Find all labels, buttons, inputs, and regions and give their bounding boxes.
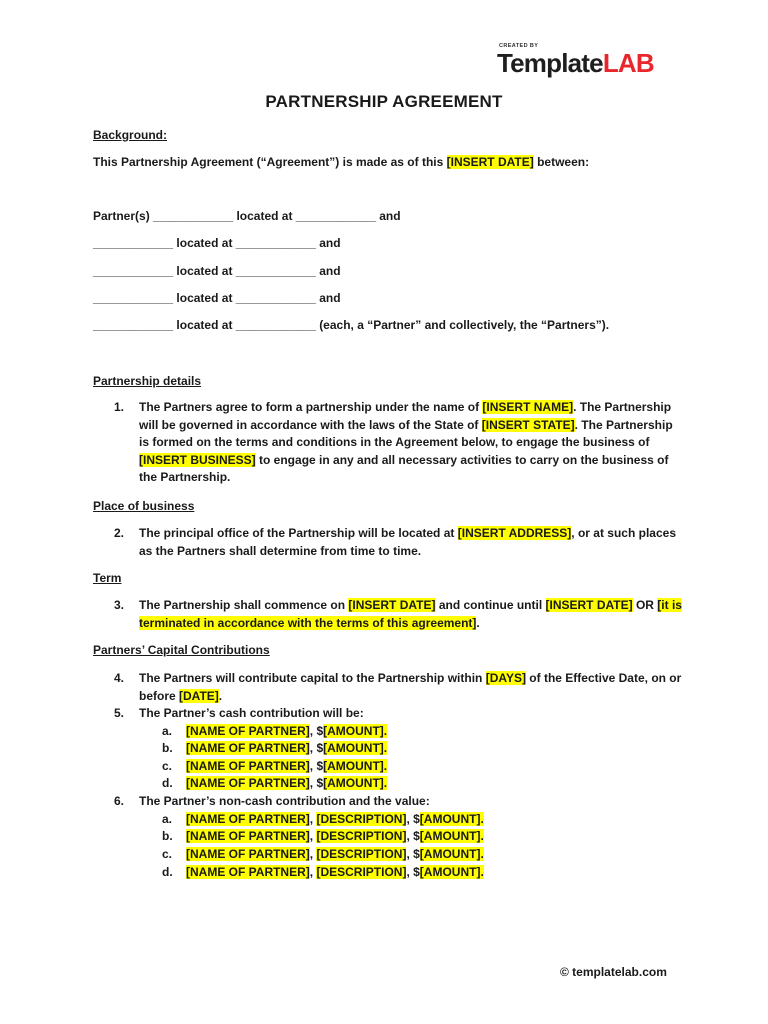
- cash-sub-letter: c.: [162, 759, 173, 773]
- days-placeholder: [DAYS]: [485, 671, 526, 685]
- item-number-3: 3.: [114, 598, 125, 612]
- item-5-text: The Partner’s cash contribution will be:: [139, 706, 364, 720]
- cash-sub-letter: b.: [162, 741, 173, 755]
- logo-word-template: Template: [497, 48, 603, 78]
- term-heading: Term: [93, 571, 122, 585]
- item-1-text: [139, 399, 684, 487]
- noncash-sub-item: [186, 811, 484, 828]
- separator: ,: [309, 865, 317, 879]
- cash-sub-item: [186, 740, 387, 757]
- logo-created-by: CREATED BY: [499, 43, 539, 49]
- footer-copyright[interactable]: © templatelab.com: [560, 965, 667, 979]
- description-placeholder: [DESCRIPTION]: [316, 865, 407, 879]
- templatelab-logo: [497, 40, 682, 80]
- noncash-sub-item: [186, 846, 484, 863]
- item-2-part-2: , or at such places as the Partners shall determine from time to time.: [139, 526, 677, 558]
- noncash-sub-letter: a.: [162, 812, 173, 826]
- name-of-partner-placeholder: [NAME OF PARTNER]: [186, 812, 310, 826]
- amount-placeholder: [AMOUNT].: [323, 776, 388, 790]
- name-of-partner-placeholder: [NAME OF PARTNER]: [186, 776, 310, 790]
- noncash-sub-item: [186, 864, 484, 881]
- item-3-part-1: The Partnership shall commence on: [139, 598, 349, 612]
- termination-placeholder: [it is terminated in accordance with the terms of this agreement]: [139, 598, 682, 630]
- item-3-text: [139, 597, 684, 632]
- insert-end-date-placeholder: [INSERT DATE]: [545, 598, 633, 612]
- insert-name-placeholder: [INSERT NAME]: [482, 400, 574, 414]
- partner-line-3: ____________ located at ____________ and: [93, 264, 341, 278]
- separator: , $: [309, 741, 324, 755]
- description-placeholder: [DESCRIPTION]: [316, 812, 407, 826]
- name-of-partner-placeholder: [NAME OF PARTNER]: [186, 741, 310, 755]
- description-placeholder: [DESCRIPTION]: [316, 847, 407, 861]
- separator: , $: [309, 776, 324, 790]
- item-number-4: 4.: [114, 671, 125, 685]
- item-number-2: 2.: [114, 526, 125, 540]
- cash-sub-item: [186, 775, 387, 792]
- amount-placeholder: [AMOUNT].: [323, 741, 388, 755]
- noncash-sub-item: [186, 828, 484, 845]
- document-title: PARTNERSHIP AGREEMENT: [265, 92, 503, 111]
- name-of-partner-placeholder: [NAME OF PARTNER]: [186, 829, 310, 843]
- name-of-partner-placeholder: [NAME OF PARTNER]: [186, 865, 310, 879]
- name-of-partner-placeholder: [NAME OF PARTNER]: [186, 724, 310, 738]
- amount-placeholder: [AMOUNT].: [419, 829, 484, 843]
- separator: ,: [309, 812, 317, 826]
- item-4-part-2: of the Effective Date, on or before: [139, 671, 682, 703]
- separator: , $: [406, 865, 420, 879]
- item-1-part-1: The Partners agree to form a partnership under the name of: [139, 400, 483, 414]
- intro-text: This Partnership Agreement (“Agreement”) is made as of this: [93, 155, 447, 169]
- item-4-text: [139, 670, 684, 705]
- insert-state-placeholder: [INSERT STATE]: [481, 417, 575, 432]
- item-2-text: [139, 525, 684, 560]
- background-heading: Background:: [93, 128, 168, 142]
- partner-line-5: ____________ located at ____________ (each, a “Partner” and collectively, the “Partners”).: [93, 318, 610, 332]
- intro-text-end: between:: [533, 155, 590, 169]
- item-4-part-1: The Partners will contribute capital to the Partnership within: [139, 671, 486, 685]
- description-placeholder: [DESCRIPTION]: [316, 829, 407, 843]
- separator: ,: [309, 847, 317, 861]
- date-placeholder: [DATE]: [179, 688, 219, 703]
- cash-sub-item: [186, 758, 387, 775]
- amount-placeholder: [AMOUNT].: [323, 724, 388, 738]
- name-of-partner-placeholder: [NAME OF PARTNER]: [186, 759, 310, 773]
- item-4-part-3: .: [218, 688, 223, 703]
- logo-wordmark: [497, 48, 654, 79]
- separator: , $: [309, 724, 324, 738]
- item-1-part-3: . The Partnership is formed on the terms and conditions in the Agreement below, to engage the business of: [139, 417, 673, 450]
- amount-placeholder: [AMOUNT].: [323, 759, 388, 773]
- amount-placeholder: [AMOUNT].: [419, 847, 484, 861]
- separator: , $: [406, 829, 420, 843]
- logo-word-lab: LAB: [602, 48, 654, 78]
- noncash-sub-letter: d.: [162, 865, 173, 879]
- separator: ,: [309, 829, 317, 843]
- place-of-business-heading: Place of business: [93, 499, 195, 513]
- item-6-text: The Partner’s non-cash contribution and the value:: [139, 794, 430, 808]
- item-number-5: 5.: [114, 706, 125, 720]
- name-of-partner-placeholder: [NAME OF PARTNER]: [186, 847, 310, 861]
- insert-date-placeholder: [INSERT DATE]: [446, 155, 534, 169]
- item-3-part-4: .: [476, 615, 480, 630]
- amount-placeholder: [AMOUNT].: [419, 812, 484, 826]
- background-intro: [93, 154, 589, 171]
- item-2-part-1: The principal office of the Partnership will be located at: [139, 526, 458, 540]
- item-3-part-3: OR: [632, 598, 658, 612]
- item-1-part-2: . The Partnership will be governed in accordance with the laws of the State of: [139, 400, 672, 432]
- cash-sub-letter: d.: [162, 776, 173, 790]
- partner-line-1: Partner(s) ____________ located at ____________ and: [93, 209, 401, 223]
- item-1-part-4: to engage in any and all necessary activities to carry on the business of the Partnership.: [139, 452, 669, 485]
- item-number-6: 6.: [114, 794, 125, 808]
- cash-sub-letter: a.: [162, 724, 173, 738]
- partnership-details-heading: Partnership details: [93, 374, 202, 388]
- partner-line-2: ____________ located at ____________ and: [93, 236, 341, 250]
- amount-placeholder: [AMOUNT].: [419, 865, 484, 879]
- separator: , $: [309, 759, 324, 773]
- insert-address-placeholder: [INSERT ADDRESS]: [457, 526, 572, 540]
- separator: , $: [406, 812, 420, 826]
- partner-line-4: ____________ located at ____________ and: [93, 291, 341, 305]
- item-3-part-2: and continue until: [435, 598, 546, 612]
- insert-start-date-placeholder: [INSERT DATE]: [348, 598, 436, 612]
- insert-business-placeholder: [INSERT BUSINESS]: [139, 452, 256, 467]
- cash-sub-item: [186, 723, 387, 740]
- noncash-sub-letter: b.: [162, 829, 173, 843]
- item-number-1: 1.: [114, 400, 125, 414]
- noncash-sub-letter: c.: [162, 847, 173, 861]
- separator: , $: [406, 847, 420, 861]
- capital-contributions-heading: Partners’ Capital Contributions: [93, 643, 270, 657]
